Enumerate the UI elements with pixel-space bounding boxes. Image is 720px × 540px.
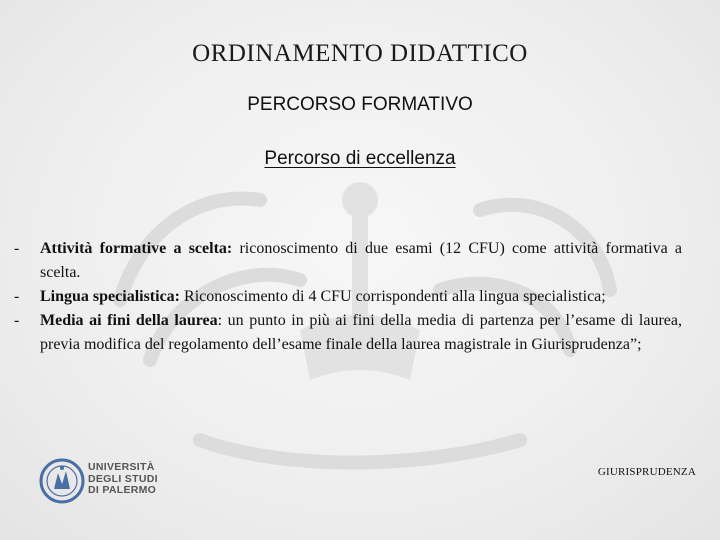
bullet-dash: - xyxy=(14,288,20,305)
item-bold-label: Attività formative a scelta: xyxy=(40,240,233,257)
item-text: riconoscimento di due esami (12 CFU) come attività formativa a scelta. xyxy=(40,240,683,281)
slide-title: ORDINAMENTO DIDATTICO xyxy=(192,40,528,67)
list-item xyxy=(14,285,682,309)
item-text: Riconoscimento di 4 CFU corrispondenti alla lingua specialistica; xyxy=(180,288,606,305)
list-item xyxy=(14,237,682,285)
list-item xyxy=(14,309,682,357)
section-heading-text: Percorso di eccellenza xyxy=(264,148,456,169)
section-heading xyxy=(0,148,720,170)
logo-line: DI PALERMO xyxy=(88,484,157,496)
item-text: : un punto in più ai fini della media di partenza per l’esame di laurea, previa modifica del regolamento dell’esame finale della laurea magistrale in Giurisprudenza”; xyxy=(40,312,683,353)
bullet-list xyxy=(14,237,682,357)
bullet-dash: - xyxy=(14,312,20,329)
logo-line: DEGLI STUDI xyxy=(88,472,158,485)
slide-subtitle: PERCORSO FORMATIVO xyxy=(247,94,473,115)
item-bold-label: Media ai fini della laurea xyxy=(40,312,218,329)
footer-department-label: GIURISPRUDENZA xyxy=(597,466,696,478)
bullet-dash: - xyxy=(14,240,20,257)
logo-line: UNIVERSITÀ xyxy=(88,461,155,473)
university-logo-text xyxy=(88,462,158,497)
item-bold-label: Lingua specialistica: xyxy=(40,288,181,305)
